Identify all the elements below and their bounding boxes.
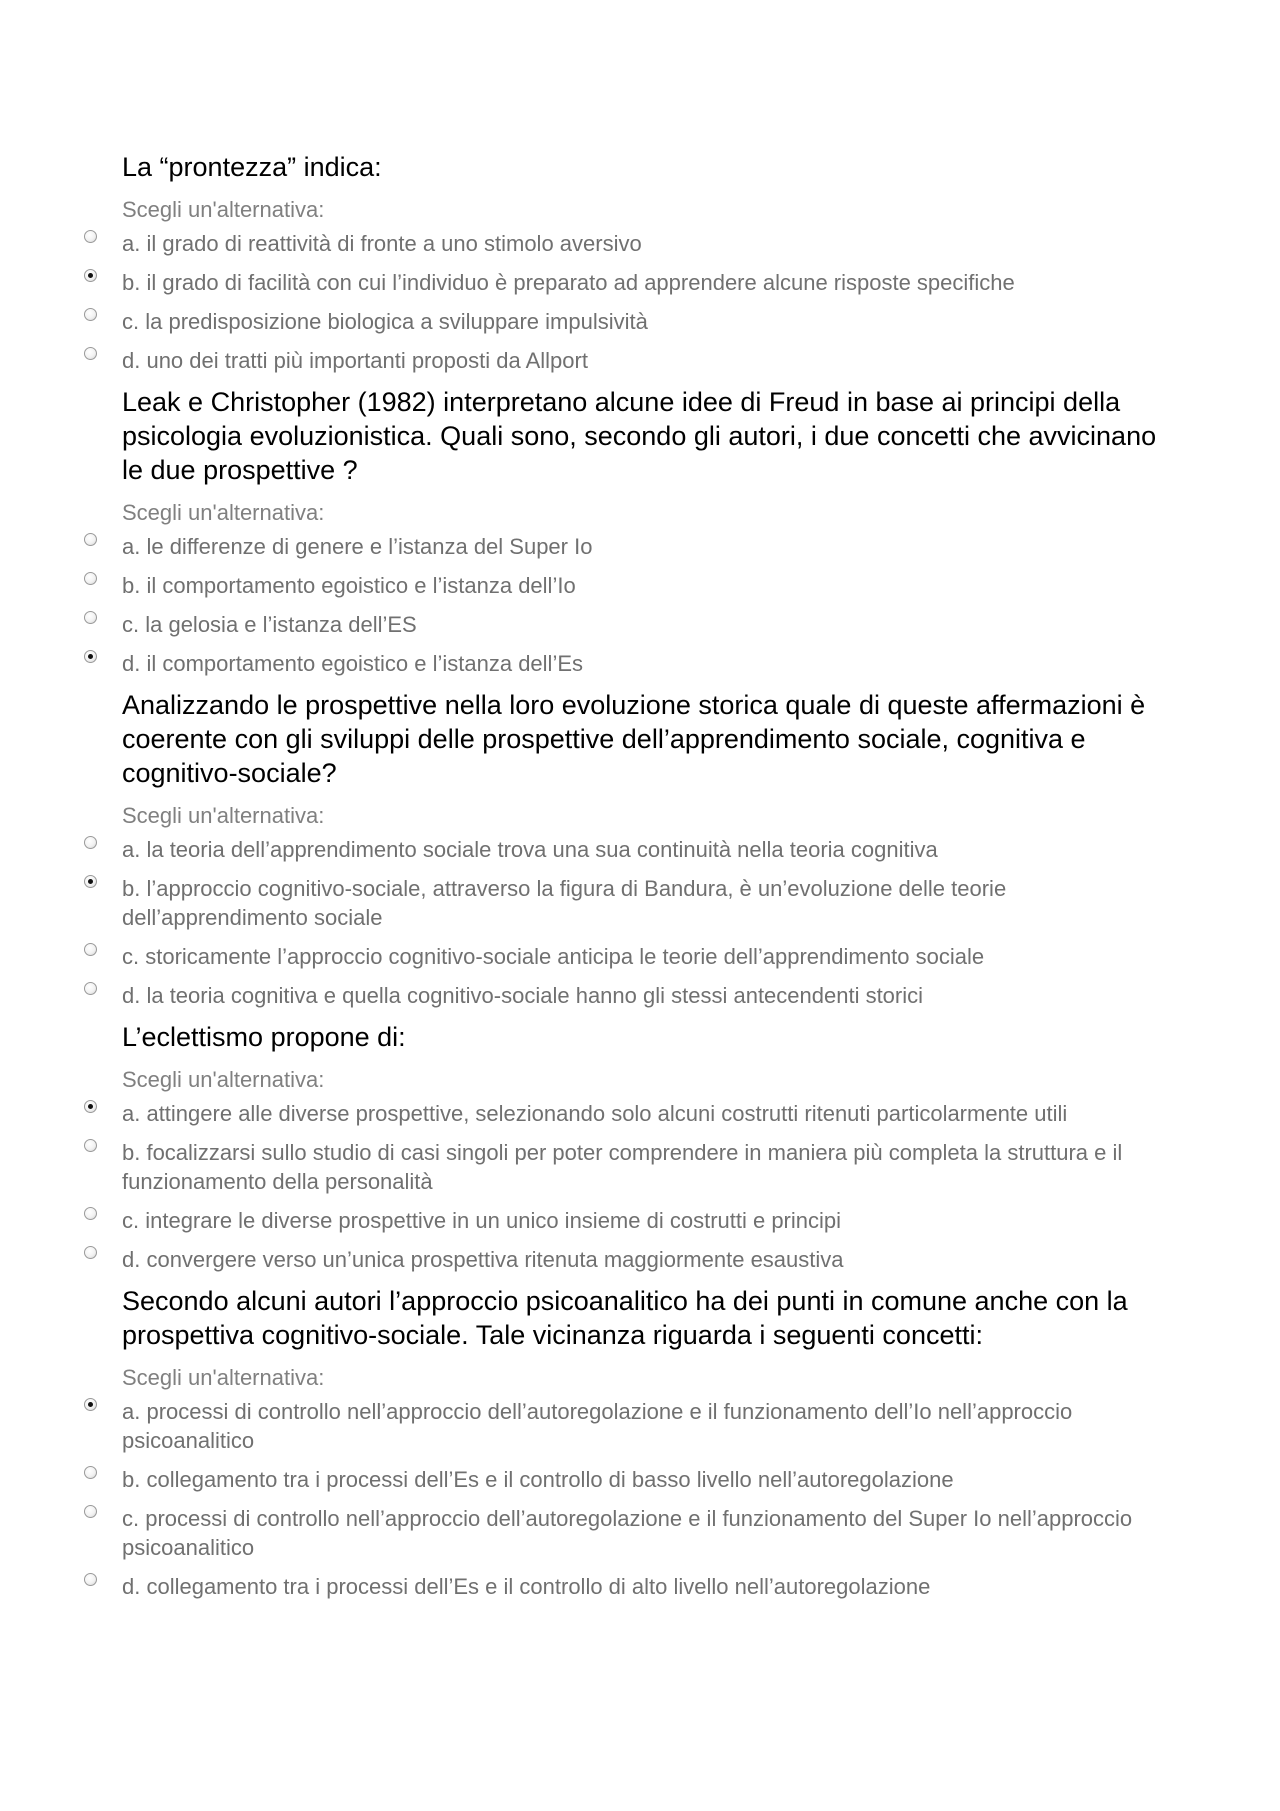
answer-option-b[interactable]: [0, 874, 1152, 932]
option-label: c. processi di controllo nell’approccio dell’autoregolazione e il funzionamento del Super Io nell’approccio psicoanalitico: [122, 1506, 1133, 1560]
option-label: a. attingere alle diverse prospettive, selezionando solo alcuni costrutti ritenuti particolarmente utili: [122, 1101, 1068, 1126]
answer-option-a[interactable]: [0, 1099, 1152, 1128]
radio-button-icon[interactable]: [84, 533, 97, 546]
radio-button-icon[interactable]: [84, 943, 97, 956]
question-text: Analizzando le prospettive nella loro evoluzione storica quale di queste affermazioni è coerente con gli sviluppi delle prospettive dell’apprendimento sociale, cognitiva e cognitivo-sociale?: [122, 690, 1146, 788]
answer-option-b[interactable]: [0, 268, 1152, 297]
option-label: b. focalizzarsi sullo studio di casi singoli per poter comprendere in maniera più completa la struttura e il funzionamento della personalità: [122, 1140, 1123, 1194]
answer-option-a[interactable]: [0, 229, 1152, 258]
radio-button-icon[interactable]: [84, 1505, 97, 1518]
radio-button-checked-icon[interactable]: [84, 1398, 97, 1411]
answer-prompt: Scegli un'alternativa:: [122, 500, 325, 525]
option-label: c. integrare le diverse prospettive in un unico insieme di costrutti e principi: [122, 1208, 842, 1233]
answer-prompt: Scegli un'alternativa:: [122, 803, 325, 828]
answer-option-a[interactable]: [0, 1397, 1152, 1455]
answer-option-d[interactable]: [0, 649, 1152, 678]
question-text: L’eclettismo propone di:: [122, 1022, 406, 1052]
question-5: [0, 1284, 1280, 1601]
option-label: c. la predisposizione biologica a sviluppare impulsività: [122, 309, 648, 334]
radio-button-icon[interactable]: [84, 611, 97, 624]
option-label: b. il comportamento egoistico e l’istanza dell’Io: [122, 573, 576, 598]
question-2: [0, 385, 1280, 678]
answer-option-c[interactable]: [0, 610, 1152, 639]
answer-prompt: Scegli un'alternativa:: [122, 1365, 325, 1390]
radio-button-checked-icon[interactable]: [84, 875, 97, 888]
answer-option-c[interactable]: [0, 942, 1152, 971]
answer-prompt: Scegli un'alternativa:: [122, 1067, 325, 1092]
option-label: a. processi di controllo nell’approccio dell’autoregolazione e il funzionamento dell’Io nell’approccio psicoanalitico: [122, 1399, 1073, 1453]
answer-option-b[interactable]: [0, 571, 1152, 600]
question-4: [0, 1020, 1280, 1274]
answer-option-c[interactable]: [0, 1206, 1152, 1235]
option-label: a. la teoria dell’apprendimento sociale trova una sua continuità nella teoria cognitiva: [122, 837, 938, 862]
option-label: c. storicamente l’approccio cognitivo-sociale anticipa le teorie dell’apprendimento sociale: [122, 944, 985, 969]
answer-option-d[interactable]: [0, 1245, 1152, 1274]
option-label: a. le differenze di genere e l’istanza del Super Io: [122, 534, 593, 559]
answer-option-b[interactable]: [0, 1465, 1152, 1494]
radio-button-checked-icon[interactable]: [84, 269, 97, 282]
option-label: b. il grado di facilità con cui l’individuo è preparato ad apprendere alcune risposte specifiche: [122, 270, 1015, 295]
radio-button-icon[interactable]: [84, 230, 97, 243]
answer-option-c[interactable]: [0, 307, 1152, 336]
question-text: Secondo alcuni autori l’approccio psicoanalitico ha dei punti in comune anche con la prospettiva cognitivo-sociale. Tale vicinanza riguarda i seguenti concetti:: [122, 1286, 1128, 1350]
question-1: [0, 150, 1280, 375]
option-label: a. il grado di reattività di fronte a uno stimolo aversivo: [122, 231, 642, 256]
quiz-page: [0, 150, 1280, 1611]
radio-button-icon[interactable]: [84, 308, 97, 321]
radio-button-icon[interactable]: [84, 982, 97, 995]
radio-button-icon[interactable]: [84, 572, 97, 585]
answer-option-a[interactable]: [0, 532, 1152, 561]
radio-button-icon[interactable]: [84, 347, 97, 360]
radio-button-icon[interactable]: [84, 836, 97, 849]
option-label: d. il comportamento egoistico e l’istanza dell’Es: [122, 651, 584, 676]
answer-option-d[interactable]: [0, 1572, 1152, 1601]
answer-option-b[interactable]: [0, 1138, 1152, 1196]
question-text: La “prontezza” indica:: [122, 152, 382, 182]
option-label: d. la teoria cognitiva e quella cognitivo-sociale hanno gli stessi antecendenti storici: [122, 983, 924, 1008]
radio-button-icon[interactable]: [84, 1466, 97, 1479]
radio-button-icon[interactable]: [84, 1573, 97, 1586]
radio-button-checked-icon[interactable]: [84, 650, 97, 663]
radio-button-icon[interactable]: [84, 1207, 97, 1220]
answer-option-a[interactable]: [0, 835, 1152, 864]
option-label: c. la gelosia e l’istanza dell’ES: [122, 612, 417, 637]
question-3: [0, 688, 1280, 1010]
option-label: d. convergere verso un’unica prospettiva ritenuta maggiormente esaustiva: [122, 1247, 844, 1272]
option-label: d. uno dei tratti più importanti proposti da Allport: [122, 348, 588, 373]
answer-option-d[interactable]: [0, 346, 1152, 375]
answer-prompt: Scegli un'alternativa:: [122, 197, 325, 222]
question-text: Leak e Christopher (1982) interpretano alcune idee di Freud in base ai principi della psicologia evoluzionistica. Quali sono, secondo gli autori, i due concetti che avvicinano le due prospettive ?: [122, 387, 1157, 485]
radio-button-icon[interactable]: [84, 1139, 97, 1152]
answer-option-d[interactable]: [0, 981, 1152, 1010]
answer-option-c[interactable]: [0, 1504, 1152, 1562]
option-label: b. collegamento tra i processi dell’Es e il controllo di basso livello nell’autoregolazione: [122, 1467, 954, 1492]
option-label: b. l’approccio cognitivo-sociale, attraverso la figura di Bandura, è un’evoluzione delle teorie dell’apprendimento sociale: [122, 876, 1007, 930]
radio-button-checked-icon[interactable]: [84, 1100, 97, 1113]
radio-button-icon[interactable]: [84, 1246, 97, 1259]
option-label: d. collegamento tra i processi dell’Es e il controllo di alto livello nell’autoregolazione: [122, 1574, 931, 1599]
